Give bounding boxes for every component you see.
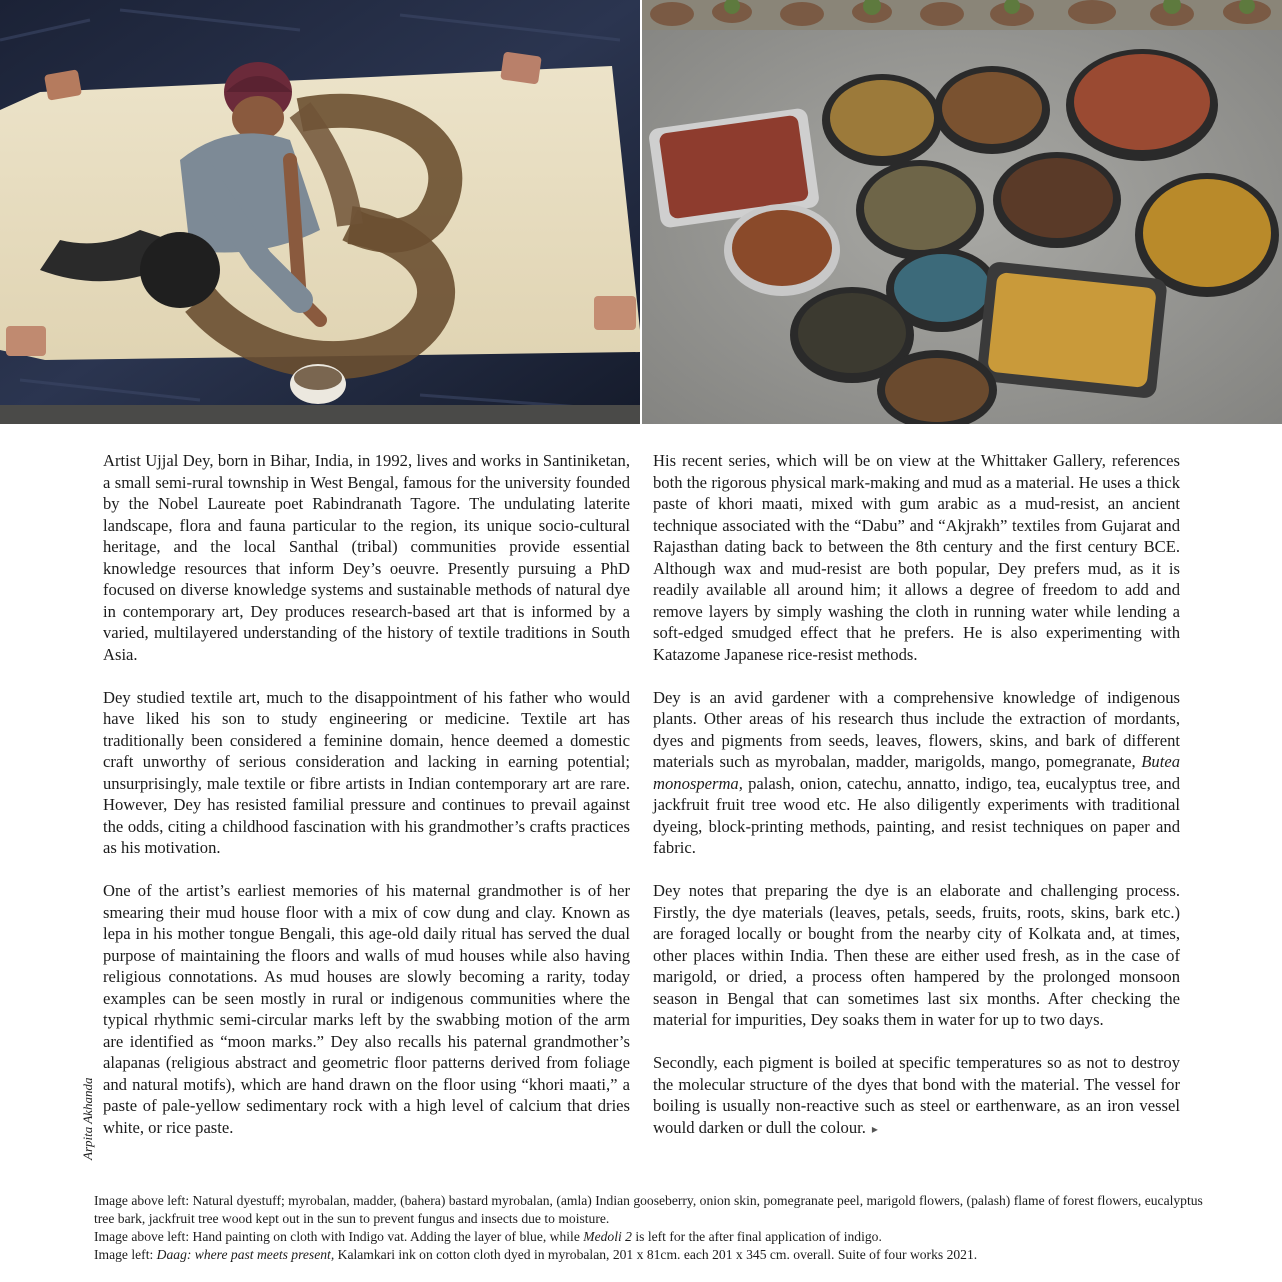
continue-arrow-icon: ▸ (871, 1121, 878, 1136)
article-left-column (103, 450, 630, 1138)
caption: Image above left: Natural dyestuff; myrobalan, madder, (bahera) bastard myrobalan, (amla) Indian gooseberry, onion skin, pomegranate peel, marigold flowers, (palash) flame of forest flowers, eucalyptus tree bark, jackfruit tree wood kept out in the sun to prevent fungus and insects due to moisture. (94, 1193, 1203, 1226)
article-paragraph: Dey studied textile art, much to the disappointment of his father who would have liked his son to study engineering or medicine. Textile art has traditionally been considered a feminine domain, hence deemed a domestic craft unworthy of serious consideration and lacking in earning potential; unsurprisingly, male textile or fibre artists in Indian contemporary art are rare. However, Dey has resisted familial pressure and continues to prevail against the odds, citing a childhood fascination with his grandmother’s crafts practices as his motivation. (103, 687, 630, 857)
caption-text: Image above left: Hand painting on cloth with Indigo vat. Adding the layer of blue, while (94, 1229, 584, 1244)
image-captions (94, 1192, 1204, 1264)
article-paragraph: His recent series, which will be on view at the Whittaker Gallery, references both the rigorous physical mark-making and mud as a material. He uses a thick paste of khori maati, mixed with gum arabic as a mud-resist, an ancient technique associated with the “Dabu” and “Akjrakh” textiles from Gujarat and Rajasthan dating back to between the 8th century and the first century BCE. Although wax and mud-resist are both popular, Dey prefers mud, as it is readily available all around him; it allows a degree of freedom to add and remove layers by simply washing the cloth in running water while lending a soft-edged smudged effect that he prefers. He is also experimenting with Katazome Japanese rice-resist methods. (653, 451, 1180, 664)
caption-text: is left for the after final application of indigo. (631, 1229, 882, 1244)
dye-materials-photo (642, 0, 1282, 424)
caption-text: Kalamkari ink on cotton cloth dyed in myrobalan, 201 x 81cm. each 201 x 345 cm. overall. Suite of four works 2021. (334, 1247, 978, 1262)
caption-text: Image left: (94, 1247, 157, 1262)
article-paragraph: Dey notes that preparing the dye is an elaborate and challenging process. Firstly, the dye materials (leaves, petals, seeds, fruits, roots, skins, bark etc.) are foraged locally or bought from the nearby city of Kolkata and, at times, other places within India. Then these are either used fresh, as in the case of marigold, or dried, a process often hampered by the prolonged monsoon season in Bengal that can sometimes last six months. After checking the material for impurities, Dey soaks them in water for up to two days. (653, 881, 1180, 1029)
caption (94, 1246, 1204, 1264)
artwork-title: Daag: where past meets present, (156, 1247, 335, 1262)
photo-strip (0, 0, 1282, 424)
paragraph-text: Secondly, each pigment is boiled at specific temperatures so as not to destroy the molecular structure of the dyes that bond with the material. The vessel for boiling is usually non-reactive such as steel or earthenware, as an iron vessel would darken or dull the colour. (653, 1053, 1180, 1137)
article-right-column (653, 450, 1180, 1140)
artist-painting-photo (0, 0, 640, 424)
article-paragraph: Artist Ujjal Dey, born in Bihar, India, in 1992, lives and works in Santiniketan, a small semi-rural township in West Bengal, famous for the university founded by the Nobel Laureate poet Rabindranath Tagore. The undulating laterite landscape, flora and fauna particular to the region, its unique socio-cultural heritage, and the local Santhal (tribal) communities provide essential knowledge resources that inform Dey’s oeuvre. Presently pursuing a PhD focused on diverse knowledge systems and sustainable methods of natural dye in contemporary art, Dey produces research-based art that is informed by a varied, multilayered understanding of the history of textile traditions in South Asia. (103, 451, 630, 664)
species-name: Butea monosperma, (653, 752, 1180, 793)
paragraph-text: Dey is an avid gardener with a comprehensive knowledge of indigenous plants. Other areas of his research thus include the extraction of mordants, dyes and pigments from seeds, leaves, flowers, skins, and bark of different materials such as myrobalan, madder, marigolds, mango, pomegranate, (653, 687, 1180, 771)
paragraph-text: palash, onion, catechu, annatto, indigo, tea, eucalyptus tree, and jackfruit fruit tree wood etc. He also diligently experiments with traditional dyeing, block-printing methods, painting, and resist techniques on paper and fabric. (653, 773, 1180, 857)
article-paragraph (653, 687, 1180, 859)
caption (94, 1228, 1204, 1246)
artwork-title: Medoli 2 (583, 1229, 632, 1244)
article-paragraph (653, 1052, 1180, 1140)
photo-credit: Arpita Akhanda (80, 1077, 95, 1160)
article-paragraph: One of the artist’s earliest memories of his maternal grandmother is of her smearing their mud house floor with a mix of cow dung and clay. Known as lepa in his mother tongue Bengali, this age-old daily ritual has served the dual purpose of maintaining the floors and walls of mud houses while also having religious connotations. As mud houses are slowly becoming a rarity, today examples can be seen mostly in rural or indigenous communities where the typical rhythmic semi-circular marks left by the swabbing motion of the arm are identified as “moon marks.” Dey also recalls his paternal grandmother’s alapanas (religious abstract and geometric floor patterns derived from foliage and natural motifs), which are hand drawn on the floor using “khori maati,” a paste of pale-yellow sedimentary rock with a high level of calcium that dries white, or rice paste. (103, 881, 630, 1137)
